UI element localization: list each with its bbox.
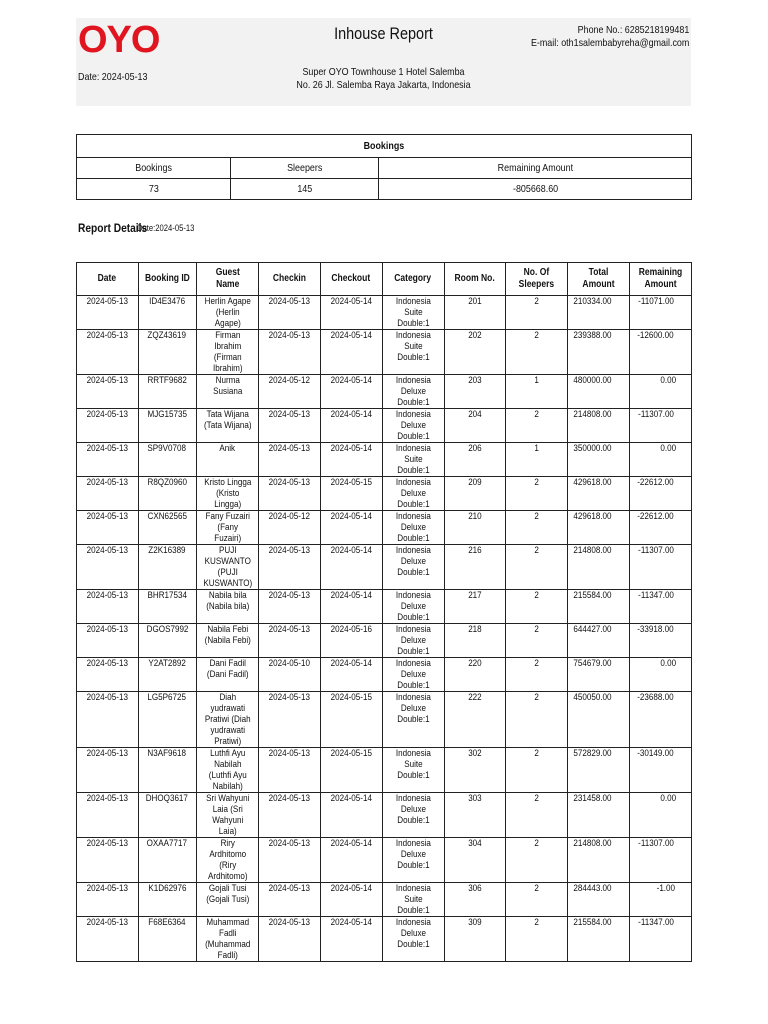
column-header: Remaining Amount (629, 263, 691, 296)
summary-value-row (77, 179, 692, 200)
cell-guest-name: Nabila Febi (Nabila Febi) (196, 624, 259, 658)
cell-checkin: 2024-05-13 (259, 330, 321, 375)
cell-checkout: 2024-05-14 (320, 409, 382, 443)
cell-checkin: 2024-05-13 (259, 793, 321, 838)
cell-room-no: 303 (444, 793, 506, 838)
cell-room-no: 217 (444, 590, 506, 624)
cell-category: Indonesia Deluxe Double:1 (382, 624, 444, 658)
cell-room-no: 201 (444, 296, 506, 330)
table-row (77, 838, 692, 883)
cell-date: 2024-05-13 (77, 296, 139, 330)
cell-checkout: 2024-05-16 (320, 624, 382, 658)
cell-room-no: 302 (444, 748, 506, 793)
table-row (77, 748, 692, 793)
cell-remaining-amount: -11347.00 (629, 590, 691, 624)
cell-sleepers: 2 (506, 545, 568, 590)
cell-sleepers: 2 (506, 748, 568, 793)
cell-total-amount: 231458.00 (567, 793, 629, 838)
table-row (77, 917, 692, 962)
cell-guest-name: Kristo Lingga (Kristo Lingga) (196, 477, 259, 511)
cell-date: 2024-05-13 (77, 917, 139, 962)
cell-category: Indonesia Deluxe Double:1 (382, 658, 444, 692)
table-row (77, 443, 692, 477)
cell-sleepers: 2 (506, 658, 568, 692)
cell-sleepers: 2 (506, 409, 568, 443)
table-row (77, 545, 692, 590)
cell-sleepers: 1 (506, 375, 568, 409)
cell-checkin: 2024-05-13 (259, 838, 321, 883)
cell-remaining-amount: 0.00 (629, 793, 691, 838)
cell-room-no: 309 (444, 917, 506, 962)
table-row (77, 330, 692, 375)
table-row (77, 658, 692, 692)
cell-checkin: 2024-05-13 (259, 545, 321, 590)
cell-room-no: 202 (444, 330, 506, 375)
table-row (77, 590, 692, 624)
cell-remaining-amount: 0.00 (629, 443, 691, 477)
table-row (77, 511, 692, 545)
cell-booking-id: RRTF9682 (138, 375, 196, 409)
cell-remaining-amount: -11071.00 (629, 296, 691, 330)
cell-remaining-amount: 0.00 (629, 375, 691, 409)
cell-checkin: 2024-05-13 (259, 624, 321, 658)
cell-room-no: 210 (444, 511, 506, 545)
cell-date: 2024-05-13 (77, 883, 139, 917)
cell-checkin: 2024-05-12 (259, 511, 321, 545)
cell-room-no: 206 (444, 443, 506, 477)
column-header: Room No. (444, 263, 506, 296)
cell-checkin: 2024-05-13 (259, 917, 321, 962)
cell-date: 2024-05-13 (77, 375, 139, 409)
cell-remaining-amount: -23688.00 (629, 692, 691, 748)
cell-total-amount: 350000.00 (567, 443, 629, 477)
cell-room-no: 216 (444, 545, 506, 590)
cell-checkout: 2024-05-15 (320, 477, 382, 511)
cell-guest-name: Nabila bila (Nabila bila) (196, 590, 259, 624)
report-date: Date: 2024-05-13 (78, 71, 148, 83)
cell-sleepers: 2 (506, 477, 568, 511)
cell-guest-name: Herlin Agape (Herlin Agape) (196, 296, 259, 330)
column-header: Guest Name (196, 263, 259, 296)
column-header: Category (382, 263, 444, 296)
summary-header: Sleepers (231, 158, 379, 179)
bookings-summary-table (76, 134, 692, 200)
cell-date: 2024-05-13 (77, 793, 139, 838)
cell-guest-name: PUJI KUSWANTO (PUJI KUSWANTO) (196, 545, 259, 590)
cell-room-no: 306 (444, 883, 506, 917)
cell-checkout: 2024-05-14 (320, 375, 382, 409)
cell-date: 2024-05-13 (77, 838, 139, 883)
cell-remaining-amount: -11307.00 (629, 838, 691, 883)
cell-total-amount: 429618.00 (567, 511, 629, 545)
cell-checkin: 2024-05-13 (259, 692, 321, 748)
cell-checkout: 2024-05-15 (320, 748, 382, 793)
column-header: Checkin (259, 263, 321, 296)
cell-total-amount: 214808.00 (567, 545, 629, 590)
cell-checkout: 2024-05-14 (320, 443, 382, 477)
cell-category: Indonesia Suite Double:1 (382, 748, 444, 793)
cell-booking-id: OXAA7717 (138, 838, 196, 883)
phone-number: Phone No.: 6285218199481 (577, 24, 689, 36)
cell-room-no: 220 (444, 658, 506, 692)
cell-booking-id: SP9V0708 (138, 443, 196, 477)
table-row (77, 793, 692, 838)
cell-total-amount: 214808.00 (567, 838, 629, 883)
contact-info (531, 24, 689, 50)
cell-total-amount: 450050.00 (567, 692, 629, 748)
table-row (77, 477, 692, 511)
cell-booking-id: LG5P6725 (138, 692, 196, 748)
cell-checkout: 2024-05-14 (320, 658, 382, 692)
cell-guest-name: Luthfi Ayu Nabilah (Luthfi Ayu Nabilah) (196, 748, 259, 793)
cell-category: Indonesia Deluxe Double:1 (382, 692, 444, 748)
cell-date: 2024-05-13 (77, 477, 139, 511)
cell-date: 2024-05-13 (77, 511, 139, 545)
cell-date: 2024-05-13 (77, 590, 139, 624)
cell-guest-name: Anik (196, 443, 259, 477)
cell-total-amount: 239388.00 (567, 330, 629, 375)
cell-booking-id: CXN62565 (138, 511, 196, 545)
cell-date: 2024-05-13 (77, 748, 139, 793)
cell-booking-id: F68E6364 (138, 917, 196, 962)
bookings-count: 73 (77, 179, 231, 200)
cell-category: Indonesia Suite Double:1 (382, 296, 444, 330)
cell-date: 2024-05-13 (77, 692, 139, 748)
cell-sleepers: 2 (506, 917, 568, 962)
cell-booking-id: Y2AT2892 (138, 658, 196, 692)
cell-room-no: 218 (444, 624, 506, 658)
cell-booking-id: DHOQ3617 (138, 793, 196, 838)
cell-guest-name: Firman Ibrahim (Firman Ibrahim) (196, 330, 259, 375)
table-row (77, 692, 692, 748)
table-row (77, 624, 692, 658)
sleepers-count: 145 (231, 179, 379, 200)
summary-header: Bookings (77, 158, 231, 179)
cell-booking-id: ZQZ43619 (138, 330, 196, 375)
report-details-table (76, 262, 692, 962)
cell-guest-name: Tata Wijana (Tata Wijana) (196, 409, 259, 443)
cell-category: Indonesia Deluxe Double:1 (382, 545, 444, 590)
report-details-date: Date:2024-05-13 (137, 223, 195, 233)
cell-category: Indonesia Deluxe Double:1 (382, 590, 444, 624)
cell-sleepers: 1 (506, 443, 568, 477)
cell-booking-id: ID4E3476 (138, 296, 196, 330)
cell-guest-name: Diah yudrawati Pratiwi (Diah yudrawati Pratiwi) (196, 692, 259, 748)
cell-remaining-amount: -11347.00 (629, 917, 691, 962)
cell-checkin: 2024-05-12 (259, 375, 321, 409)
cell-checkin: 2024-05-13 (259, 590, 321, 624)
cell-guest-name: Muhammad Fadli (Muhammad Fadli) (196, 917, 259, 962)
cell-checkout: 2024-05-14 (320, 883, 382, 917)
column-header: Checkout (320, 263, 382, 296)
cell-guest-name: Riry Ardhitomo (Riry Ardhitomo) (196, 838, 259, 883)
cell-checkout: 2024-05-14 (320, 545, 382, 590)
cell-sleepers: 2 (506, 511, 568, 545)
cell-checkin: 2024-05-13 (259, 883, 321, 917)
cell-checkout: 2024-05-14 (320, 793, 382, 838)
summary-caption: Bookings (77, 135, 692, 158)
cell-remaining-amount: -11307.00 (629, 409, 691, 443)
remaining-amount-total: -805668.60 (379, 179, 692, 200)
cell-sleepers: 2 (506, 590, 568, 624)
cell-total-amount: 215584.00 (567, 917, 629, 962)
cell-remaining-amount: -22612.00 (629, 511, 691, 545)
cell-guest-name: Sri Wahyuni Laia (Sri Wahyuni Laia) (196, 793, 259, 838)
hotel-address: No. 26 Jl. Salemba Raya Jakarta, Indonesia (296, 79, 471, 91)
oyo-logo: OYO (78, 19, 160, 61)
cell-category: Indonesia Deluxe Double:1 (382, 838, 444, 883)
cell-sleepers: 2 (506, 624, 568, 658)
cell-date: 2024-05-13 (77, 624, 139, 658)
cell-checkout: 2024-05-14 (320, 917, 382, 962)
cell-booking-id: DGOS7992 (138, 624, 196, 658)
cell-date: 2024-05-13 (77, 545, 139, 590)
column-header: Total Amount (567, 263, 629, 296)
details-header-row (77, 263, 692, 296)
cell-checkout: 2024-05-14 (320, 330, 382, 375)
cell-checkin: 2024-05-13 (259, 748, 321, 793)
cell-booking-id: K1D62976 (138, 883, 196, 917)
cell-category: Indonesia Deluxe Double:1 (382, 375, 444, 409)
cell-checkout: 2024-05-14 (320, 590, 382, 624)
cell-total-amount: 429618.00 (567, 477, 629, 511)
cell-checkout: 2024-05-14 (320, 838, 382, 883)
column-header: Date (77, 263, 139, 296)
cell-total-amount: 284443.00 (567, 883, 629, 917)
cell-guest-name: Nurma Susiana (196, 375, 259, 409)
cell-category: Indonesia Deluxe Double:1 (382, 511, 444, 545)
report-header (76, 18, 691, 106)
cell-room-no: 222 (444, 692, 506, 748)
cell-guest-name: Gojali Tusi (Gojali Tusi) (196, 883, 259, 917)
cell-checkout: 2024-05-14 (320, 511, 382, 545)
cell-booking-id: R8QZ0960 (138, 477, 196, 511)
cell-guest-name: Fany Fuzairi (Fany Fuzairi) (196, 511, 259, 545)
summary-header-row (77, 158, 692, 179)
cell-remaining-amount: -30149.00 (629, 748, 691, 793)
cell-remaining-amount: -1.00 (629, 883, 691, 917)
cell-booking-id: N3AF9618 (138, 748, 196, 793)
cell-total-amount: 214808.00 (567, 409, 629, 443)
cell-total-amount: 480000.00 (567, 375, 629, 409)
cell-sleepers: 2 (506, 692, 568, 748)
cell-date: 2024-05-13 (77, 409, 139, 443)
cell-room-no: 209 (444, 477, 506, 511)
column-header: No. Of Sleepers (506, 263, 568, 296)
cell-total-amount: 644427.00 (567, 624, 629, 658)
summary-header: Remaining Amount (379, 158, 692, 179)
table-row (77, 883, 692, 917)
cell-category: Indonesia Suite Double:1 (382, 330, 444, 375)
cell-booking-id: Z2K16389 (138, 545, 196, 590)
cell-sleepers: 2 (506, 793, 568, 838)
cell-sleepers: 2 (506, 883, 568, 917)
report-details-title: Report Details (78, 221, 148, 235)
cell-checkin: 2024-05-10 (259, 658, 321, 692)
cell-remaining-amount: -12600.00 (629, 330, 691, 375)
table-row (77, 375, 692, 409)
cell-checkin: 2024-05-13 (259, 296, 321, 330)
cell-category: Indonesia Deluxe Double:1 (382, 409, 444, 443)
cell-guest-name: Dani Fadil (Dani Fadil) (196, 658, 259, 692)
cell-date: 2024-05-13 (77, 658, 139, 692)
cell-sleepers: 2 (506, 838, 568, 883)
cell-category: Indonesia Deluxe Double:1 (382, 477, 444, 511)
cell-sleepers: 2 (506, 330, 568, 375)
cell-room-no: 304 (444, 838, 506, 883)
cell-checkout: 2024-05-15 (320, 692, 382, 748)
table-row (77, 409, 692, 443)
cell-checkin: 2024-05-13 (259, 409, 321, 443)
cell-sleepers: 2 (506, 296, 568, 330)
cell-date: 2024-05-13 (77, 443, 139, 477)
cell-category: Indonesia Deluxe Double:1 (382, 917, 444, 962)
cell-room-no: 203 (444, 375, 506, 409)
cell-room-no: 204 (444, 409, 506, 443)
cell-checkin: 2024-05-13 (259, 443, 321, 477)
cell-category: Indonesia Suite Double:1 (382, 883, 444, 917)
cell-category: Indonesia Suite Double:1 (382, 443, 444, 477)
cell-remaining-amount: -11307.00 (629, 545, 691, 590)
hotel-info (122, 66, 645, 92)
cell-category: Indonesia Deluxe Double:1 (382, 793, 444, 838)
column-header: Booking ID (138, 263, 196, 296)
table-row (77, 296, 692, 330)
page-title: Inhouse Report (334, 24, 433, 43)
cell-remaining-amount: 0.00 (629, 658, 691, 692)
cell-remaining-amount: -33918.00 (629, 624, 691, 658)
cell-total-amount: 215584.00 (567, 590, 629, 624)
cell-booking-id: MJG15735 (138, 409, 196, 443)
cell-checkin: 2024-05-13 (259, 477, 321, 511)
cell-total-amount: 572829.00 (567, 748, 629, 793)
cell-remaining-amount: -22612.00 (629, 477, 691, 511)
cell-total-amount: 210334.00 (567, 296, 629, 330)
cell-checkout: 2024-05-14 (320, 296, 382, 330)
cell-date: 2024-05-13 (77, 330, 139, 375)
hotel-name: Super OYO Townhouse 1 Hotel Salemba (302, 66, 465, 78)
cell-booking-id: BHR17534 (138, 590, 196, 624)
email-address: E-mail: oth1salembabyreha@gmail.com (530, 37, 689, 49)
cell-total-amount: 754679.00 (567, 658, 629, 692)
